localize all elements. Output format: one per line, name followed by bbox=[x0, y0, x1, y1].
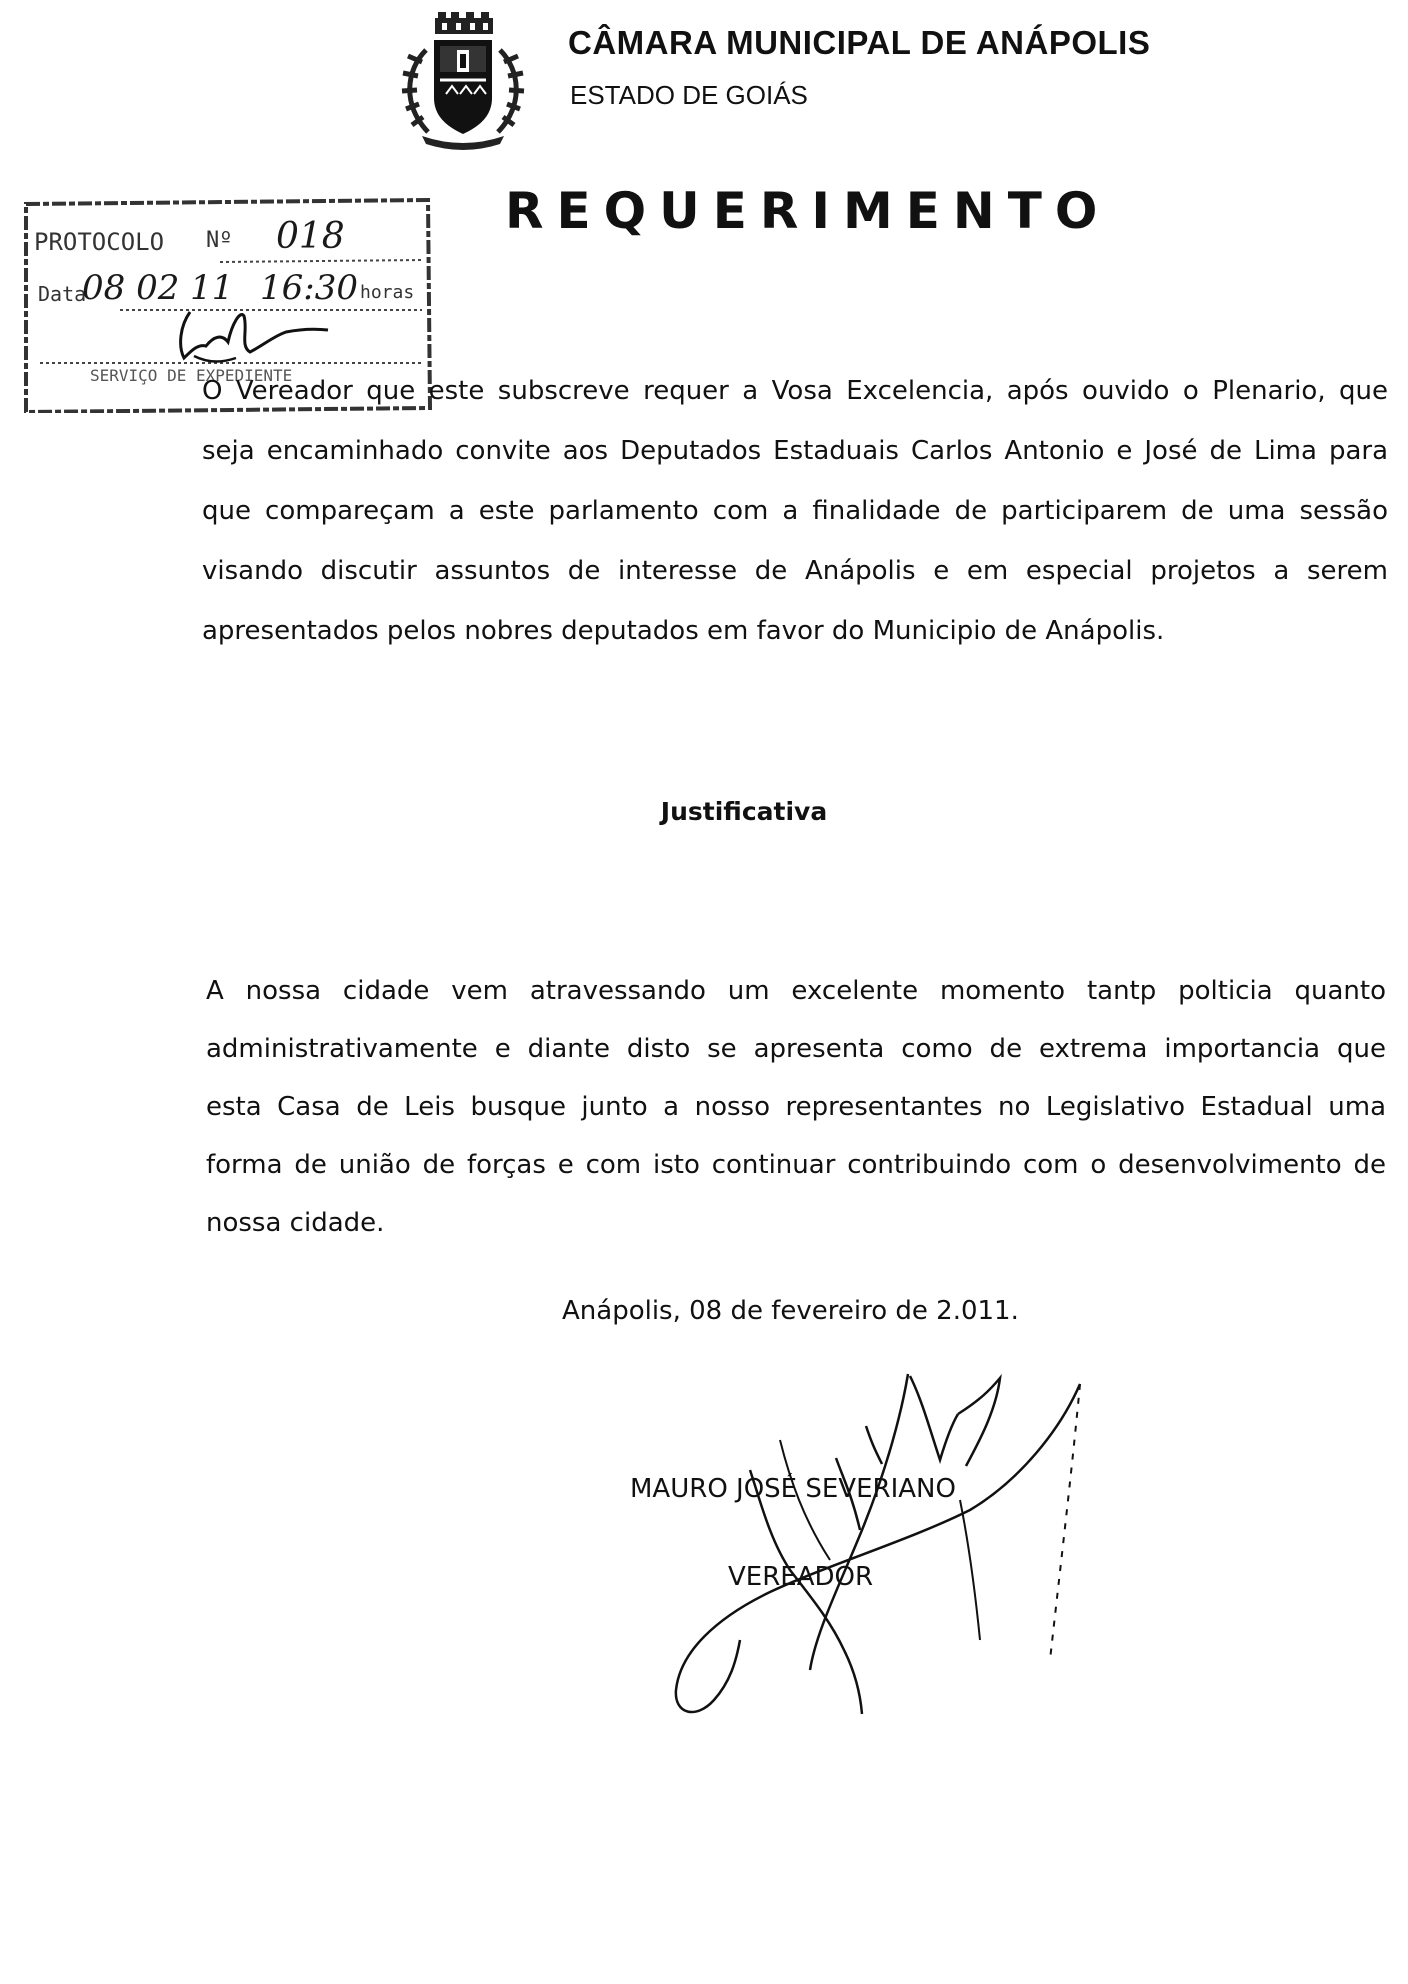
stamp-number-label: Nº bbox=[206, 228, 233, 253]
signature-icon bbox=[640, 1370, 1120, 1730]
stamp-date-label: Data bbox=[38, 282, 87, 306]
document-title: REQUERIMENTO bbox=[505, 182, 1111, 240]
stamp-initials-icon bbox=[170, 306, 340, 368]
paragraph-2-line-4: forma de união de forças e com isto continuar contribuindo com o desenvolvimento de bbox=[206, 1150, 1386, 1180]
signer-name: MAURO JOSÉ SEVERIANO bbox=[630, 1474, 956, 1504]
stamp-date: 08 02 11 bbox=[82, 268, 234, 308]
paragraph-1-line-4: visando discutir assuntos de interesse de Anápolis e em especial projetos a serem bbox=[202, 556, 1388, 586]
justification-heading: Justificativa bbox=[660, 797, 828, 826]
state-name: ESTADO DE GOIÁS bbox=[570, 80, 808, 110]
place-date: Anápolis, 08 de fevereiro de 2.011. bbox=[562, 1296, 1019, 1326]
stamp-protocol-label: PROTOCOLO bbox=[34, 228, 165, 256]
paragraph-1-line-2: seja encaminhado convite aos Deputados Estaduais Carlos Antonio e José de Lima para bbox=[202, 436, 1388, 466]
stamp-time: 16:30 bbox=[260, 268, 358, 308]
paragraph-1-line-1: O Vereador que este subscreve requer a Vosa Excelencia, após ouvido o Plenario, que bbox=[202, 376, 1388, 406]
paragraph-1-line-3: que compareçam a este parlamento com a finalidade de participarem de uma sessão bbox=[202, 496, 1388, 526]
stamp-hours-label: horas bbox=[360, 282, 415, 303]
paragraph-2-line-3: esta Casa de Leis busque junto a nosso representantes no Legislativo Estadual uma bbox=[206, 1092, 1386, 1122]
paragraph-2-line-5: nossa cidade. bbox=[206, 1208, 385, 1238]
stamp-protocol-number: 018 bbox=[276, 216, 345, 257]
paragraph-1-line-5: apresentados pelos nobres deputados em favor do Municipio de Anápolis. bbox=[202, 616, 1165, 646]
paragraph-2-line-2: administrativamente e diante disto se apresenta como de extrema importancia que bbox=[206, 1034, 1386, 1064]
municipal-crest-icon bbox=[388, 10, 538, 150]
paragraph-2-line-1: A nossa cidade vem atravessando um excelente momento tantp polticia quanto bbox=[206, 976, 1386, 1006]
signer-role: VEREADOR bbox=[728, 1562, 874, 1592]
stamp-service-label: SERVIÇO DE EXPEDIENTE bbox=[90, 366, 293, 385]
organization-name: CÂMARA MUNICIPAL DE ANÁPOLIS bbox=[568, 24, 1151, 61]
